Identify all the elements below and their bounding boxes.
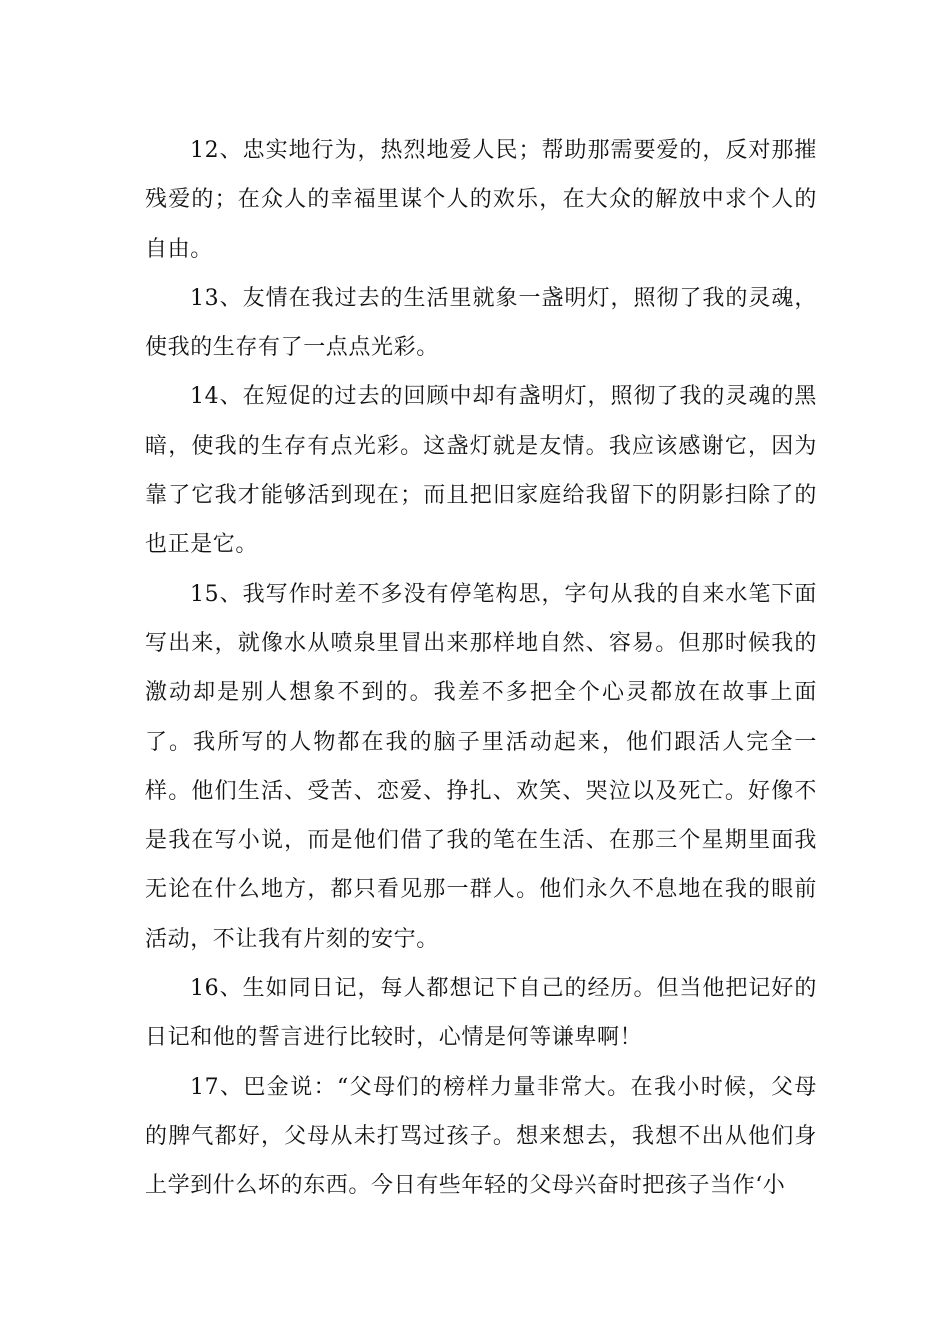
paragraph-17: 17、巴金说：“父母们的榜样力量非常大。在我小时候，父母的脾气都好，父母从未打骂过孩子。想来想去，我想不出从他们身上学到什么坏的东西。今日有些年轻的父母兴奋时把孩子当作‘小 (145, 1074, 817, 1199)
paragraph-14: 14、在短促的过去的回顾中却有盏明灯，照彻了我的灵魂的黑暗，使我的生存有点光彩。这盏灯就是友情。我应该感谢它，因为靠了它我才能够活到现在；而且把旧家庭给我留下的阴影扫除了的也正是它。 (145, 384, 817, 558)
paragraph-15: 15、我写作时差不多没有停笔构思，字句从我的自来水笔下面写出来，就像水从喷泉里冒出来那样地自然、容易。但那时候我的激动却是别人想象不到的。我差不多把全个心灵都放在故事上面了。我所写的人物都在我的脑子里活动起来，他们跟活人完全一样。他们生活、受苦、恋爱、挣扎、欢笑、哭泣以及死亡。好像不是我在写小说，而是他们借了我的笔在生活、在那三个星期里面我无论在什么地方，都只看见那一群人。他们永久不息地在我的眼前活动，不让我有片刻的安宁。 (145, 581, 817, 952)
paragraph-12: 12、忠实地行为，热烈地爱人民；帮助那需要爱的，反对那摧残爱的；在众人的幸福里谋个人的欢乐，在大众的解放中求个人的自由。 (145, 138, 817, 262)
paragraph-16: 16、生如同日记，每人都想记下自己的经历。但当他把记好的日记和他的誓言进行比较时，心情是何等谦卑啊！ (145, 976, 817, 1051)
document-body (145, 126, 817, 1211)
paragraph-13: 13、友情在我过去的生活里就象一盏明灯，照彻了我的灵魂，使我的生存有了一点点光彩。 (145, 285, 817, 361)
